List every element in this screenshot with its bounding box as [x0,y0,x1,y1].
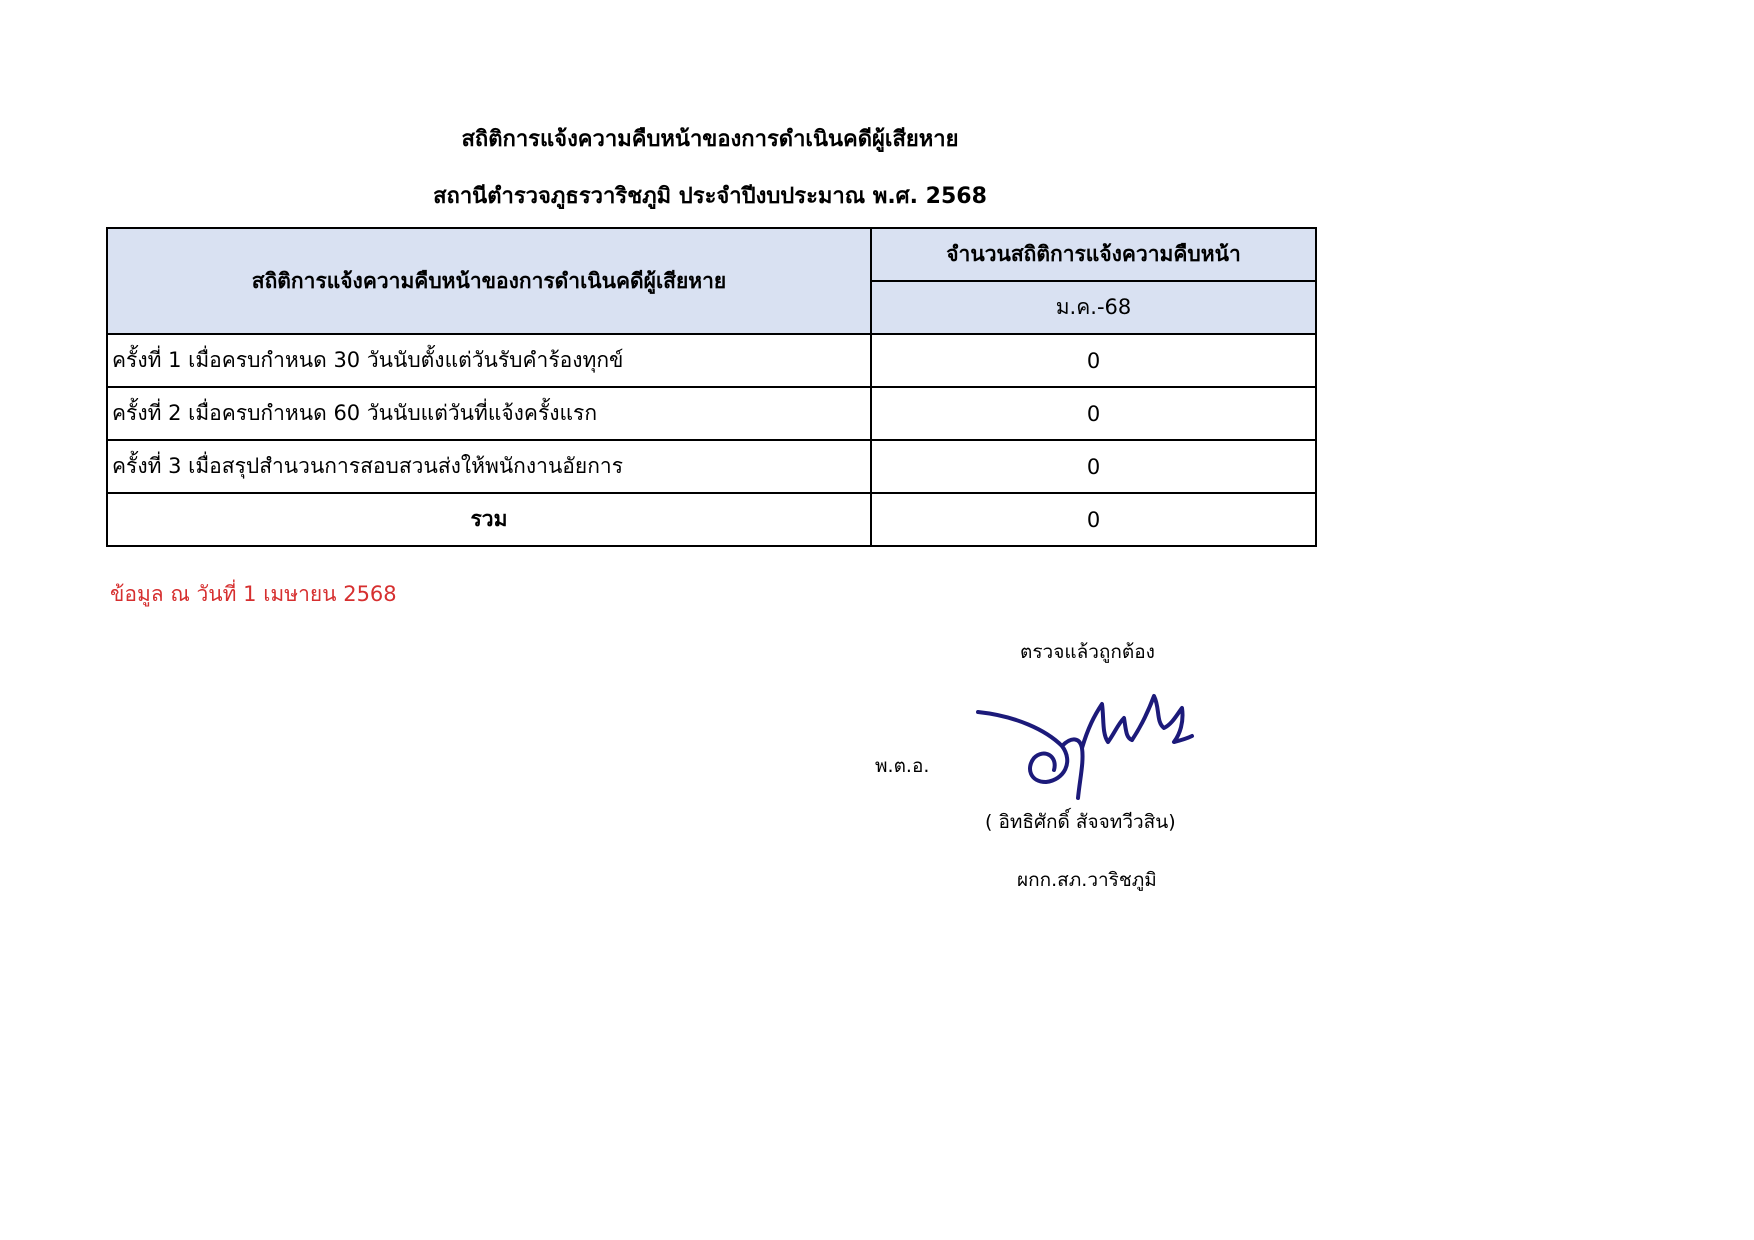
table-row [107,440,1316,493]
total-label: รวม [107,493,871,546]
document-subtitle: สถานีตำรวจภูธรวาริชภูมิ ประจำปีงบประมาณ พ.ศ. 2568 [433,184,987,209]
row-value: 0 [871,387,1316,440]
table-row [107,387,1316,440]
row-value: 0 [871,334,1316,387]
row-value: 0 [871,440,1316,493]
signer-position: ผกก.สภ.วาริชภูมิ [1017,869,1157,891]
row-label: ครั้งที่ 1 เมื่อครบกำหนด 30 วันนับตั้งแต่วันรับคำร้องทุกข์ [107,334,871,387]
row-label: ครั้งที่ 2 เมื่อครบกำหนด 60 วันนับแต่วันที่แจ้งครั้งแรก [107,387,871,440]
signer-name: ( อิทธิศักดิ์ สัจจทวีวสิน) [985,811,1176,833]
row-label: ครั้งที่ 3 เมื่อสรุปสำนวนการสอบสวนส่งให้พนักงานอัยการ [107,440,871,493]
handwritten-signature-icon [976,678,1196,800]
data-date-note: ข้อมูล ณ วันที่ 1 เมษายน 2568 [110,582,397,606]
header-description: สถิติการแจ้งความคืบหน้าของการดำเนินคดีผู้เสียหาย [107,228,871,334]
header-month: ม.ค.-68 [871,281,1316,334]
signature-strokes [978,696,1192,798]
table-row [107,334,1316,387]
verified-text: ตรวจแล้วถูกต้อง [1020,641,1155,663]
statistics-table [106,227,1317,547]
table-header-row [107,228,1316,281]
total-value: 0 [871,493,1316,546]
table-total-row [107,493,1316,546]
header-count: จำนวนสถิติการแจ้งความคืบหน้า [871,228,1316,281]
signer-rank: พ.ต.อ. [875,755,930,777]
document-title: สถิติการแจ้งความคืบหน้าของการดำเนินคดีผู้เสียหาย [461,127,959,152]
